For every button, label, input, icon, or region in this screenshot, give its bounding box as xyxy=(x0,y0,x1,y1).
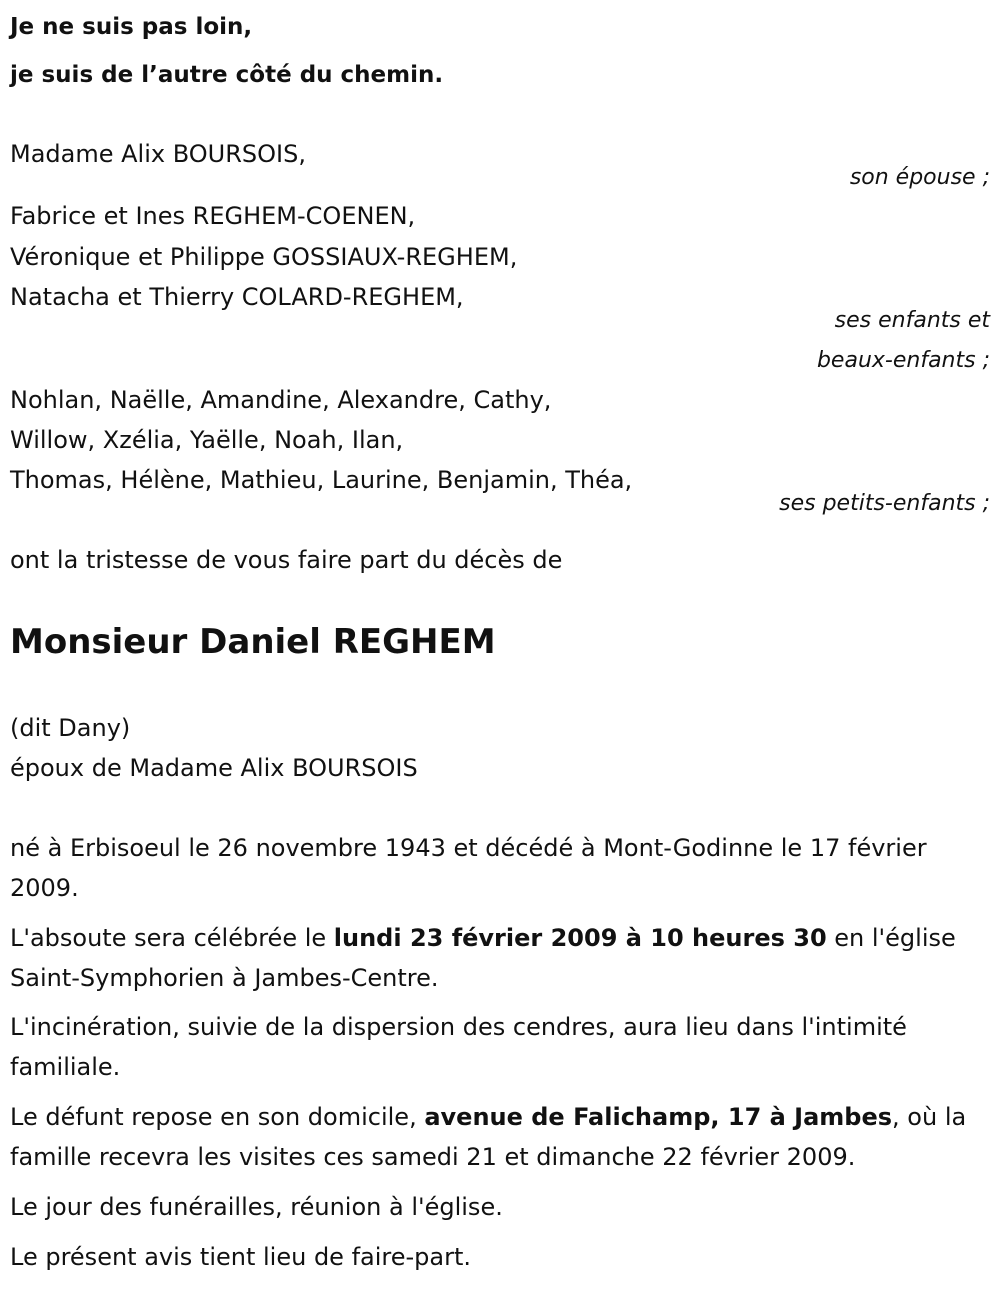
epigraph-line-2: je suis de l’autre côté du chemin. xyxy=(10,62,444,88)
spouse-relation: son épouse ; xyxy=(849,165,990,190)
deceased-name: Monsieur Daniel REGHEM xyxy=(10,622,496,662)
repose-text-post: , où la famille recevra les visites ces samedi 21 et dimanche 22 février 2009. xyxy=(10,1103,967,1171)
repose-address: avenue de Falichamp, 17 à Jambes xyxy=(424,1103,893,1131)
grandchildren-names-3: Thomas, Hélène, Mathieu, Laurine, Benjamin, Théa, xyxy=(10,466,633,494)
child-name-1: Fabrice et Ines REGHEM-COENEN, xyxy=(10,202,416,230)
child-name-2: Véronique et Philippe GOSSIAUX-REGHEM, xyxy=(10,243,518,271)
children-relation-line-2: beaux-enfants ; xyxy=(816,348,990,373)
absoute-text-pre: L'absoute sera célébrée le xyxy=(10,924,334,952)
announcement-text: ont la tristesse de vous faire part du décès de xyxy=(10,546,563,574)
absoute-date-time: lundi 23 février 2009 à 10 heures 30 xyxy=(333,924,827,952)
notice-paragraph: Le présent avis tient lieu de faire-part. xyxy=(10,1243,472,1271)
grandchildren-names-1: Nohlan, Naëlle, Amandine, Alexandre, Cathy, xyxy=(10,386,552,414)
absoute-text-post: en l'église Saint-Symphorien à Jambes-Centre. xyxy=(10,924,956,992)
incineration-paragraph: L'incinération, suivie de la dispersion des cendres, aura lieu dans l'intimité familiale. xyxy=(10,1013,907,1081)
repose-text-pre: Le défunt repose en son domicile, xyxy=(10,1103,425,1131)
epigraph-line-1: Je ne suis pas loin, xyxy=(10,14,253,40)
spouse-name: Madame Alix BOURSOIS, xyxy=(10,140,306,168)
grandchildren-relation: ses petits-enfants ; xyxy=(779,491,990,516)
deceased-spouse-of: époux de Madame Alix BOURSOIS xyxy=(10,754,418,782)
repose-paragraph xyxy=(10,1097,990,1177)
birth-death-paragraph: né à Erbisoeul le 26 novembre 1943 et décédé à Mont-Godinne le 17 février 2009. xyxy=(10,834,927,902)
funeral-meeting-paragraph: Le jour des funérailles, réunion à l'église. xyxy=(10,1193,503,1221)
deceased-nickname: (dit Dany) xyxy=(10,714,131,742)
grandchildren-names-2: Willow, Xzélia, Yaëlle, Noah, Ilan, xyxy=(10,426,404,454)
children-relation-line-1: ses enfants et xyxy=(834,308,990,333)
absoute-paragraph xyxy=(10,918,990,998)
child-name-3: Natacha et Thierry COLARD-REGHEM, xyxy=(10,283,464,311)
